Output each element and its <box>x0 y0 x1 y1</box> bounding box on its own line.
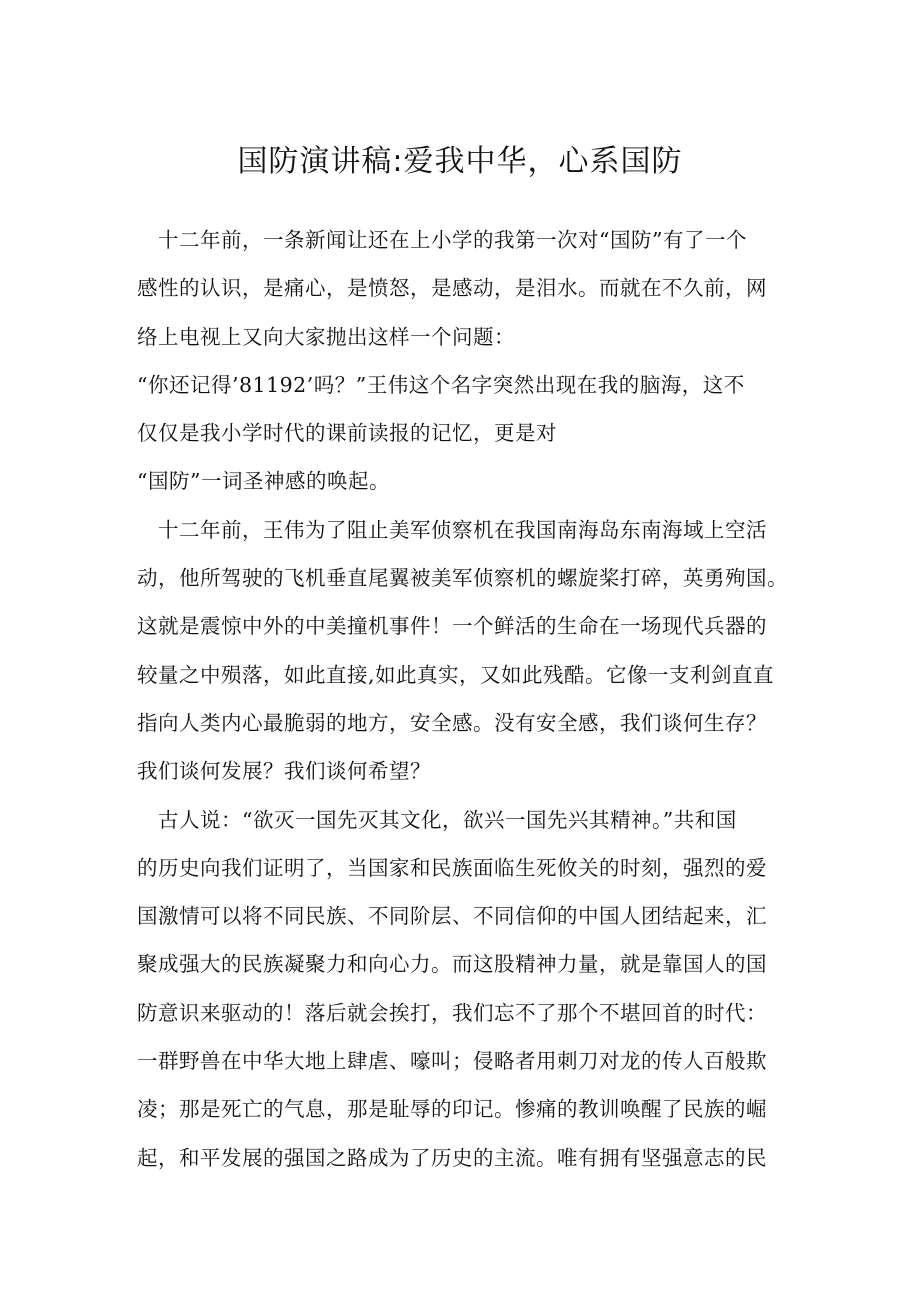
text-line: “你还记得’81192’吗？”王伟这个名字突然出现在我的脑海，这不 <box>137 372 745 397</box>
speech-body <box>137 216 797 1182</box>
text-line: 较量之中殒落，如此直接,如此真实，又如此残酷。它像一支利剑直直 <box>137 662 775 687</box>
text-line: “国防”一词圣神感的唤起。 <box>137 469 390 494</box>
text-line: 十二年前，一条新闻让还在上小学的我第一次对“国防”有了一个 <box>137 228 747 252</box>
text-line: 动，他所驾驶的飞机垂直尾翼被美军侦察机的螺旋桨打碎，英勇殉国。 <box>137 566 788 591</box>
text-line: 十二年前，王伟为了阻止美军侦察机在我国南海岛东南海域上空活 <box>137 517 767 542</box>
text-line: 的历史向我们证明了，当国家和民族面临生死攸关的时刻，强烈的爱 <box>137 855 767 880</box>
text-line: 络上电视上又向大家抛出这样一个问题： <box>137 324 515 349</box>
page-title: 国防演讲稿:爱我中华，心系国防 <box>237 144 683 179</box>
text-line: 起，和平发展的强国之路成为了历史的主流。唯有拥有坚强意志的民 <box>137 1145 767 1170</box>
text-line: 我们谈何发展？我们谈何希望？ <box>137 759 431 784</box>
text-line: 仅仅是我小学时代的课前读报的记忆，更是对 <box>137 421 557 446</box>
text-line: 凌；那是死亡的气息，那是耻辱的印记。惨痛的教训唤醒了民族的崛 <box>137 1097 767 1122</box>
text-line: 这就是震惊中外的中美撞机事件！一个鲜活的生命在一场现代兵器的 <box>137 614 767 639</box>
text-line: 一群野兽在中华大地上肆虐、嚎叫；侵略者用刺刀对龙的传人百般欺 <box>137 1049 767 1074</box>
text-line: 感性的认识，是痛心，是愤怒，是感动，是泪水。而就在不久前，网 <box>137 276 767 301</box>
text-line: 古人说：“欲灭一国先灭其文化，欲兴一国先兴其精神。”共和国 <box>137 807 737 832</box>
text-line: 指向人类内心最脆弱的地方，安全感。没有安全感，我们谈何生存？ <box>137 710 767 735</box>
text-line: 防意识来驱动的！落后就会挨打，我们忘不了那个不堪回首的时代： <box>137 1000 767 1025</box>
text-line: 聚成强大的民族凝聚力和向心力。而这股精神力量，就是靠国人的国 <box>137 952 767 977</box>
text-line: 国激情可以将不同民族、不同阶层、不同信仰的中国人团结起来，汇 <box>137 904 767 929</box>
